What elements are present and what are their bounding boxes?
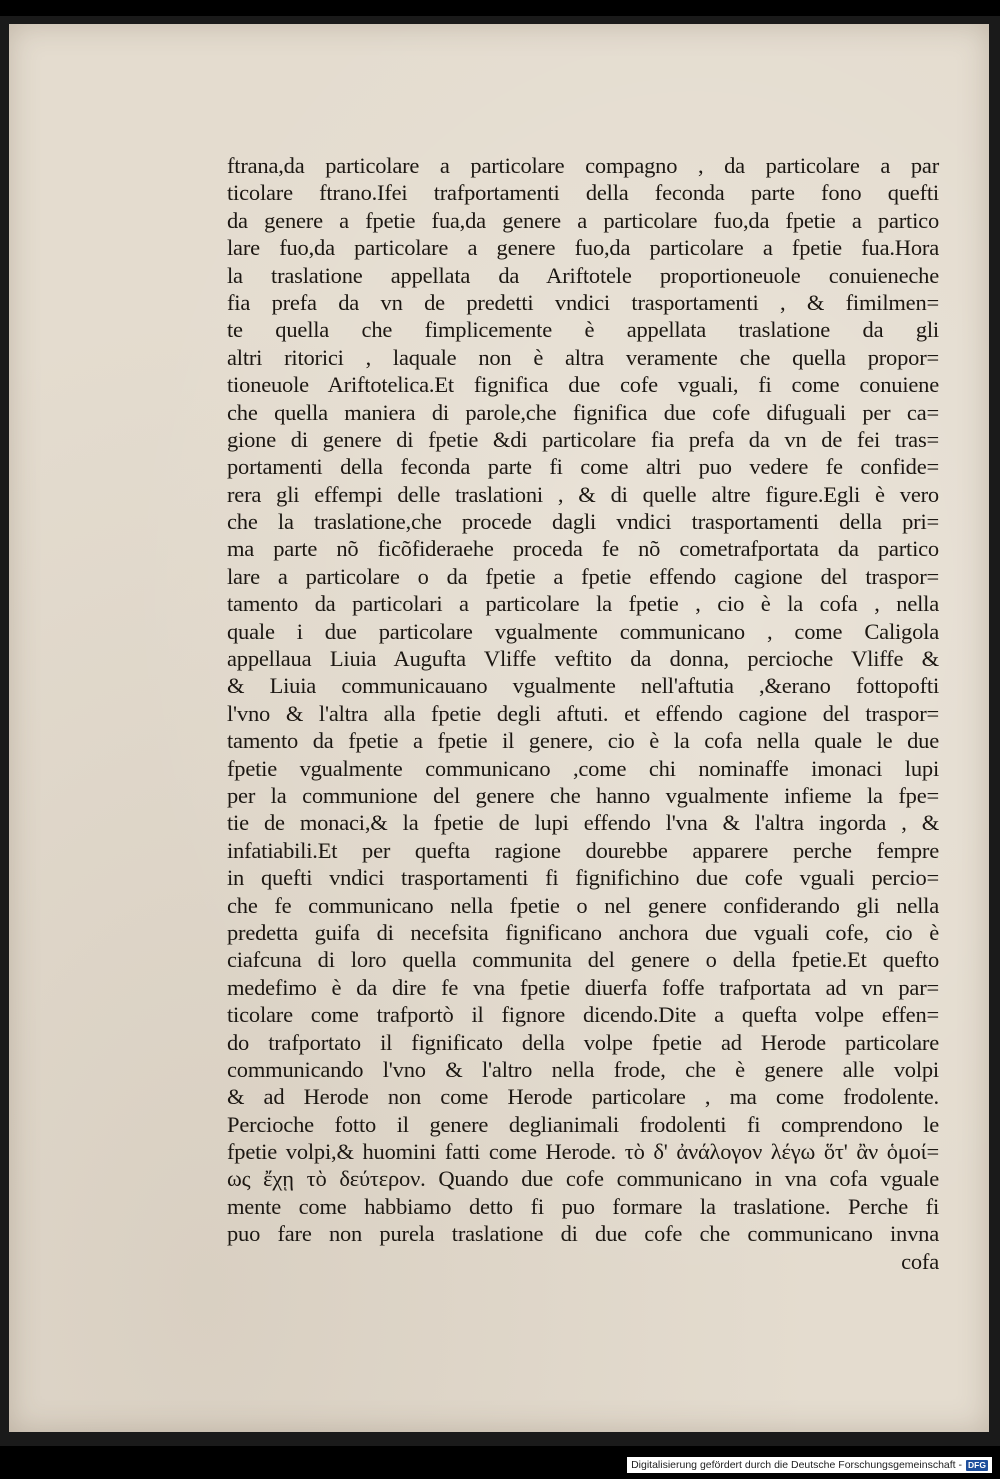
- page-text-block: [227, 152, 939, 1275]
- catchword: cofa: [901, 1248, 939, 1274]
- text-line: & Liuia communicauano vgualmente nell'aftutia ,&erano fottopofti: [227, 673, 939, 699]
- text-line: Percioche fotto il genere deglianimali frodolenti fi comprendono le: [227, 1111, 939, 1137]
- text-line: che fe communicano nella fpetie o nel genere confiderando gli nella: [227, 892, 939, 918]
- text-line: & ad Herode non come Herode particolare , ma come frodolente.: [227, 1084, 939, 1110]
- text-line: tioneuole Ariftotelica.Et fignifica due cofe vguali, fi come conuiene: [227, 372, 939, 398]
- text-line: tamento da fpetie a fpetie il genere, cio è la cofa nella quale le due: [227, 728, 939, 754]
- text-line: tie de monaci,& la fpetie de lupi effendo l'vna & l'altra ingorda , &: [227, 810, 939, 836]
- text-line: puo fare non purela traslatione di due cofe che communicano invna: [227, 1221, 939, 1247]
- text-line: medefimo è da dire fe vna fpetie diuerfa foffe trafportata ad vn par=: [227, 974, 939, 1000]
- text-line: quale i due particolare vgualmente communicano , come Caligola: [227, 618, 939, 644]
- text-line: la traslatione appellata da Ariftotele proportioneuole conuieneche: [227, 262, 939, 288]
- text-line: altri ritorici , laquale non è altra veramente che quella propor=: [227, 344, 939, 370]
- text-line: l'vno & l'altra alla fpetie degli aftuti. et effendo cagione del traspor=: [227, 700, 939, 726]
- text-line: ticolare ftrano.Ifei trafportamenti della feconda parte fono quefti: [227, 180, 939, 206]
- text-line: ως ἔχῃ τὸ δεύτερον. Quando due cofe communicano in vna cofa vguale: [227, 1166, 939, 1192]
- book-page: [9, 24, 989, 1432]
- text-line: portamenti della feconda parte fi come altri puo vedere fe confide=: [227, 454, 939, 480]
- text-line: tamento da particolari a particolare la fpetie , cio è la cofa , nella: [227, 591, 939, 617]
- text-line: lare a particolare o da fpetie a fpetie effendo cagione del traspor=: [227, 563, 939, 589]
- text-line: infatiabili.Et per quefta ragione dourebbe apparere perche fempre: [227, 837, 939, 863]
- text-line: gione di genere di fpetie &di particolare fia prefa da vn de fei tras=: [227, 426, 939, 452]
- digitization-footer: [627, 1457, 992, 1473]
- text-line: lare fuo,da particolare a genere fuo,da particolare a fpetie fua.Hora: [227, 235, 939, 261]
- text-line: predetta guifa di necefsita fignificano anchora due vguali cofe, cio è: [227, 919, 939, 945]
- text-line: per la communione del genere che hanno vgualmente infieme la fpe=: [227, 782, 939, 808]
- text-line: in quefti vndici trasportamenti fi fignifichino due cofe vguali percio=: [227, 865, 939, 891]
- text-line: rera gli effempi delle traslationi , & di quelle altre figure.Egli è vero: [227, 481, 939, 507]
- text-line: fpetie vgualmente communicano ,come chi nominaffe imonaci lupi: [227, 755, 939, 781]
- text-line: ma parte nõ ficõfideraehe proceda fe nõ cometrafportata da partico: [227, 536, 939, 562]
- text-line: ticolare come trafportò il fignore dicendo.Dite a quefta volpe effen=: [227, 1002, 939, 1028]
- text-line: da genere a fpetie fua,da genere a particolare fuo,da fpetie a partico: [227, 207, 939, 233]
- footer-credit-text: Digitalisierung gefördert durch die Deutsche Forschungsgemeinschaft -: [631, 1459, 962, 1471]
- text-line: mente come habbiamo detto fi puo formare la traslatione. Perche fi: [227, 1193, 939, 1219]
- text-line: ciafcuna di loro quella communita del genere o della fpetie.Et quefto: [227, 947, 939, 973]
- text-line: communicando l'vno & l'altro nella frode, che è genere alle volpi: [227, 1056, 939, 1082]
- text-line: fpetie volpi,& huomini fatti come Herode. τὸ δ' ἀνάλογον λέγω ὅτ' ἂν ὁμοί=: [227, 1139, 939, 1165]
- text-line: te quella che fimplicemente è appellata traslatione da gli: [227, 317, 939, 343]
- text-line: appellaua Liuia Augufta Vliffe veftito da donna, percioche Vliffe &: [227, 646, 939, 672]
- text-line: che la traslatione,che procede dagli vndici trasportamenti della pri=: [227, 509, 939, 535]
- text-line: do trafportato il fignificato della volpe fpetie ad Herode particolare: [227, 1029, 939, 1055]
- text-line: fia prefa da vn de predetti vndici trasportamenti , & fimilmen=: [227, 289, 939, 315]
- text-line: ftrana,da particolare a particolare compagno , da particolare a par: [227, 153, 939, 178]
- text-line: che quella maniera di parole,che fignifica due cofe difuguali per ca=: [227, 399, 939, 425]
- dfg-logo: DFG: [966, 1460, 988, 1471]
